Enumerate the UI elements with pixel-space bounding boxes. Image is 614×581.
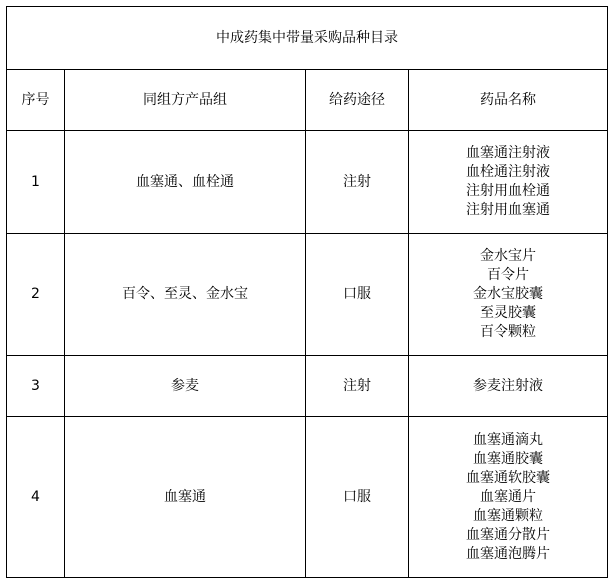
cell-drugs bbox=[409, 356, 608, 417]
drug-name: 注射用血栓通 bbox=[466, 183, 550, 199]
drug-name: 参麦注射液 bbox=[473, 377, 543, 394]
drug-name: 血塞通胶囊 bbox=[473, 450, 543, 467]
title-row bbox=[7, 7, 608, 70]
table-row bbox=[7, 234, 608, 356]
cell-group: 血塞通、血栓通 bbox=[65, 131, 306, 234]
cell-drugs bbox=[409, 234, 608, 356]
drug-name: 金水宝片 bbox=[480, 248, 536, 264]
cell-group: 百令、至灵、金水宝 bbox=[65, 234, 306, 356]
drug-name: 金水宝胶囊 bbox=[473, 286, 543, 302]
cell-seq: 3 bbox=[7, 356, 65, 417]
header-route: 给药途径 bbox=[306, 70, 409, 131]
cell-seq: 2 bbox=[7, 234, 65, 356]
drug-name: 血塞通滴丸 bbox=[473, 431, 543, 448]
cell-group: 参麦 bbox=[65, 356, 306, 417]
drug-name: 血塞通片 bbox=[480, 488, 536, 505]
table-row bbox=[7, 417, 608, 578]
cell-route: 注射 bbox=[306, 356, 409, 417]
table-title: 中成药集中带量采购品种目录 bbox=[7, 7, 608, 70]
cell-drugs bbox=[409, 131, 608, 234]
drug-name: 血塞通软胶囊 bbox=[466, 469, 550, 486]
header-group: 同组方产品组 bbox=[65, 70, 306, 131]
drug-name: 血塞通颗粒 bbox=[473, 507, 543, 524]
drug-name: 百令片 bbox=[487, 267, 529, 283]
cell-seq: 1 bbox=[7, 131, 65, 234]
cell-drugs bbox=[409, 417, 608, 578]
cell-route: 口服 bbox=[306, 234, 409, 356]
header-drugs: 药品名称 bbox=[409, 70, 608, 131]
header-row bbox=[7, 70, 608, 131]
cell-group: 血塞通 bbox=[65, 417, 306, 578]
cell-route: 口服 bbox=[306, 417, 409, 578]
cell-route: 注射 bbox=[306, 131, 409, 234]
drug-name: 百令颗粒 bbox=[480, 324, 536, 340]
drug-name: 血塞通分散片 bbox=[466, 526, 550, 543]
drug-name: 血栓通注射液 bbox=[466, 164, 550, 180]
table-row bbox=[7, 356, 608, 417]
procurement-catalog-table bbox=[6, 6, 608, 578]
drug-name: 至灵胶囊 bbox=[480, 305, 536, 321]
drug-name: 注射用血塞通 bbox=[466, 202, 550, 218]
cell-seq: 4 bbox=[7, 417, 65, 578]
drug-name: 血塞通注射液 bbox=[466, 145, 550, 161]
header-seq: 序号 bbox=[7, 70, 65, 131]
drug-name: 血塞通泡腾片 bbox=[466, 545, 550, 562]
table-row bbox=[7, 131, 608, 234]
